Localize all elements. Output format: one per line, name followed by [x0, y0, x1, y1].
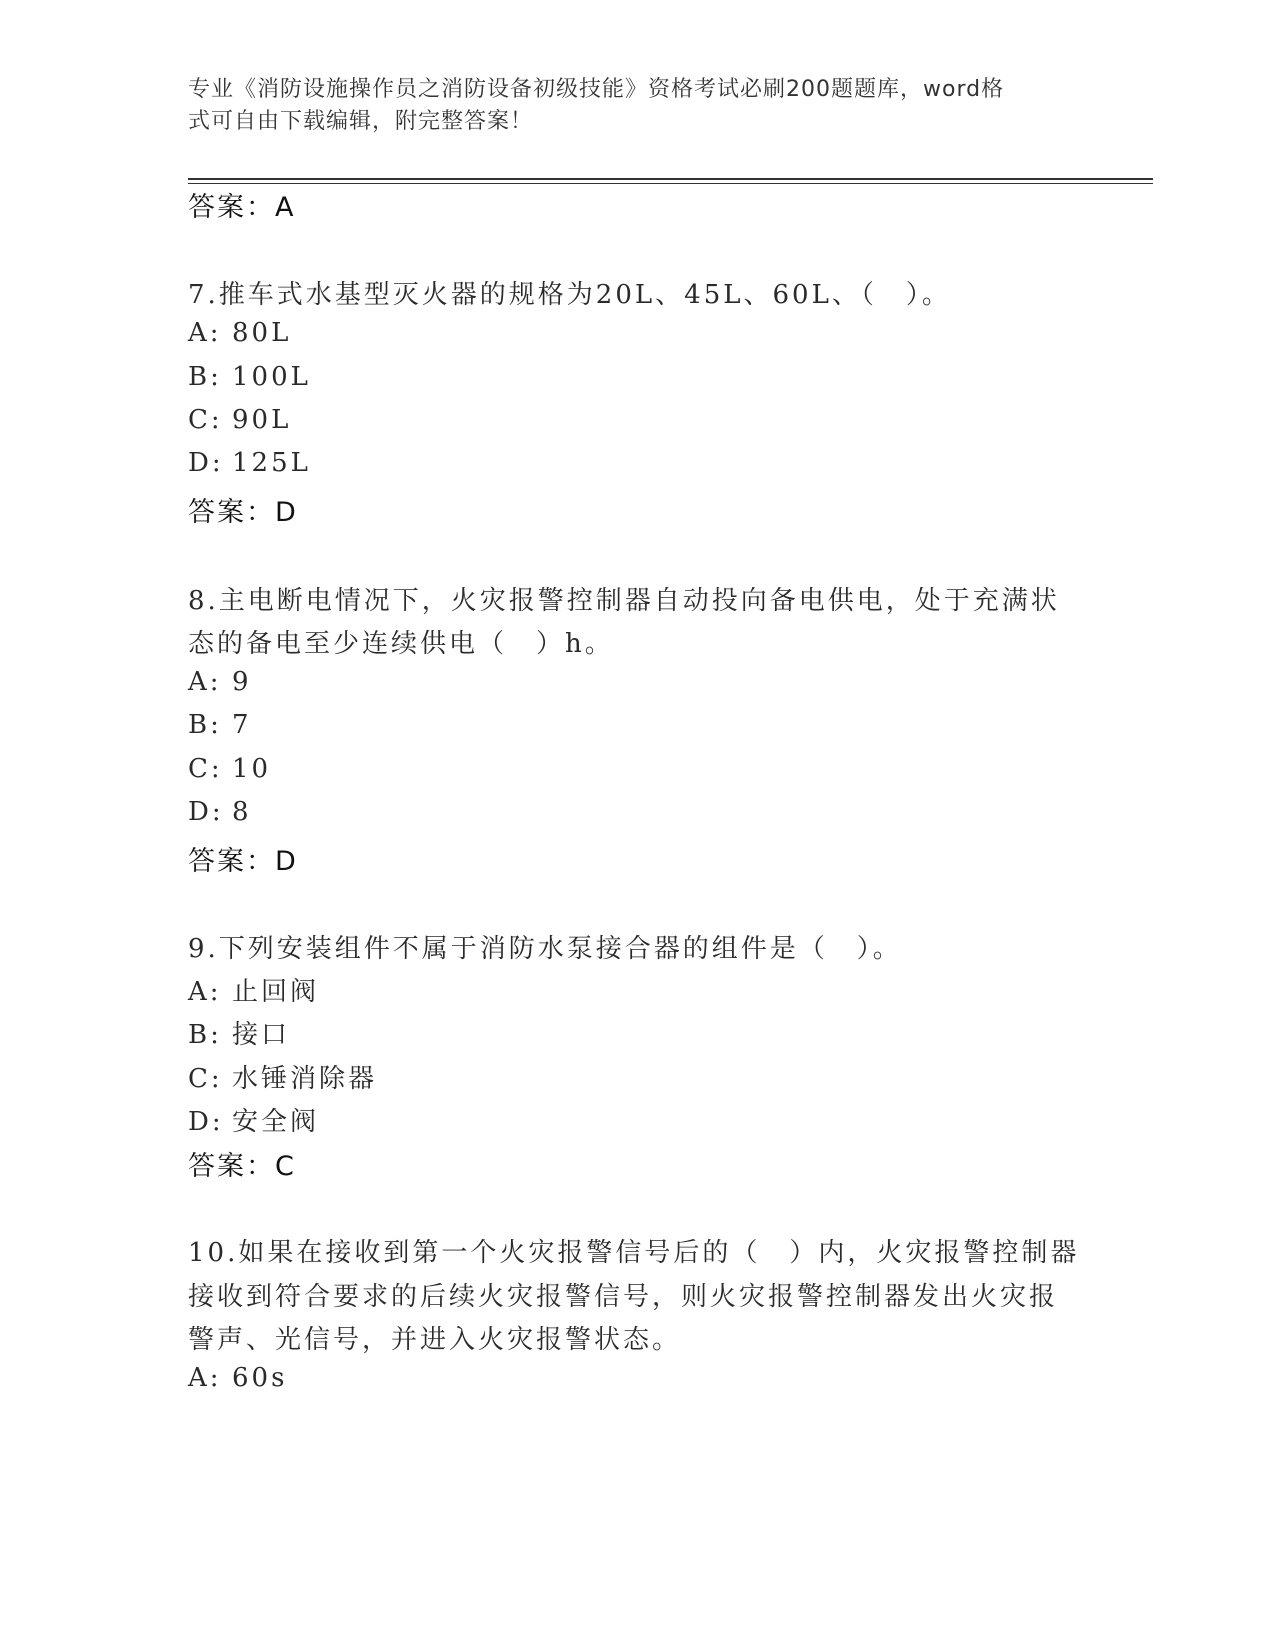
- option-letter: D:: [188, 448, 224, 478]
- header-line-1: 专业《消防设施操作员之消防设备初级技能》资格考试必刷200题题库，word格: [188, 77, 1005, 102]
- previous-answer: 答案：A: [188, 192, 296, 223]
- question-10-stem-line-1: 10.如果在接收到第一个火灾报警信号后的（ ）内，火灾报警控制器: [188, 1238, 1080, 1268]
- option-letter: C:: [188, 1064, 223, 1094]
- question-9-option-d: [188, 1101, 319, 1138]
- question-7-option-c: [188, 405, 291, 435]
- option-text: 接口: [232, 1020, 291, 1050]
- question-8-option-d: [188, 797, 252, 827]
- option-letter: A:: [188, 667, 222, 697]
- question-7-stem-line-1: 7.推车式水基型灭火器的规格为20L、45L、60L、（ ）。: [188, 280, 951, 310]
- option-letter: B:: [188, 710, 222, 740]
- question-8-stem-line-2: 态的备电至少连续供电（ ）h。: [188, 629, 614, 659]
- option-letter: B:: [188, 1020, 222, 1050]
- header-line-2: 式可自由下载编辑，附完整答案！: [188, 109, 534, 134]
- question-7-answer: 答案：D: [188, 497, 298, 528]
- header-divider-thin: [188, 183, 1153, 184]
- question-8-answer: 答案：D: [188, 846, 298, 877]
- option-letter: A:: [188, 977, 222, 1007]
- option-text: 125L: [232, 448, 311, 478]
- option-text: 80L: [232, 318, 292, 348]
- option-text: 9: [232, 667, 252, 697]
- option-text: 8: [232, 797, 252, 827]
- option-text: 10: [232, 754, 272, 784]
- question-9-option-c: [188, 1058, 377, 1095]
- question-8-option-a: [188, 667, 252, 697]
- option-text: 100L: [232, 362, 311, 392]
- question-7-option-d: [188, 448, 311, 478]
- question-10-stem-line-2: 接收到符合要求的后续火灾报警信号，则火灾报警控制器发出火灾报: [188, 1282, 1059, 1312]
- option-letter: C:: [188, 405, 223, 435]
- option-text: 60s: [232, 1363, 288, 1393]
- question-9-option-b: [188, 1014, 290, 1051]
- option-letter: C:: [188, 754, 223, 784]
- question-8-stem-line-1: 8.主电断电情况下，火灾报警控制器自动投向备电供电，处于充满状: [188, 586, 1060, 616]
- option-letter: A:: [188, 318, 222, 348]
- option-letter: B:: [188, 362, 222, 392]
- option-text: 水锤消除器: [232, 1064, 378, 1094]
- question-7-option-a: [188, 318, 291, 348]
- option-text: 安全阀: [232, 1107, 320, 1137]
- question-9-option-a: [188, 971, 319, 1008]
- option-text: 7: [232, 710, 252, 740]
- question-9-answer: 答案：C: [188, 1151, 296, 1182]
- header-divider-thick: [188, 178, 1153, 180]
- question-9-stem-line-1: 9.下列安装组件不属于消防水泵接合器的组件是（ ）。: [188, 934, 902, 964]
- option-letter: D:: [188, 797, 224, 827]
- question-10-stem-line-3: 警声、光信号，并进入火灾报警状态。: [188, 1325, 682, 1355]
- option-letter: D:: [188, 1107, 224, 1137]
- question-8-option-c: [188, 754, 271, 784]
- question-8-option-b: [188, 710, 252, 740]
- question-7-option-b: [188, 362, 311, 392]
- question-10-option-a: [188, 1363, 287, 1393]
- option-text: 90L: [232, 405, 292, 435]
- document-header: [188, 74, 1068, 138]
- option-letter: A:: [188, 1363, 222, 1393]
- option-text: 止回阀: [232, 977, 320, 1007]
